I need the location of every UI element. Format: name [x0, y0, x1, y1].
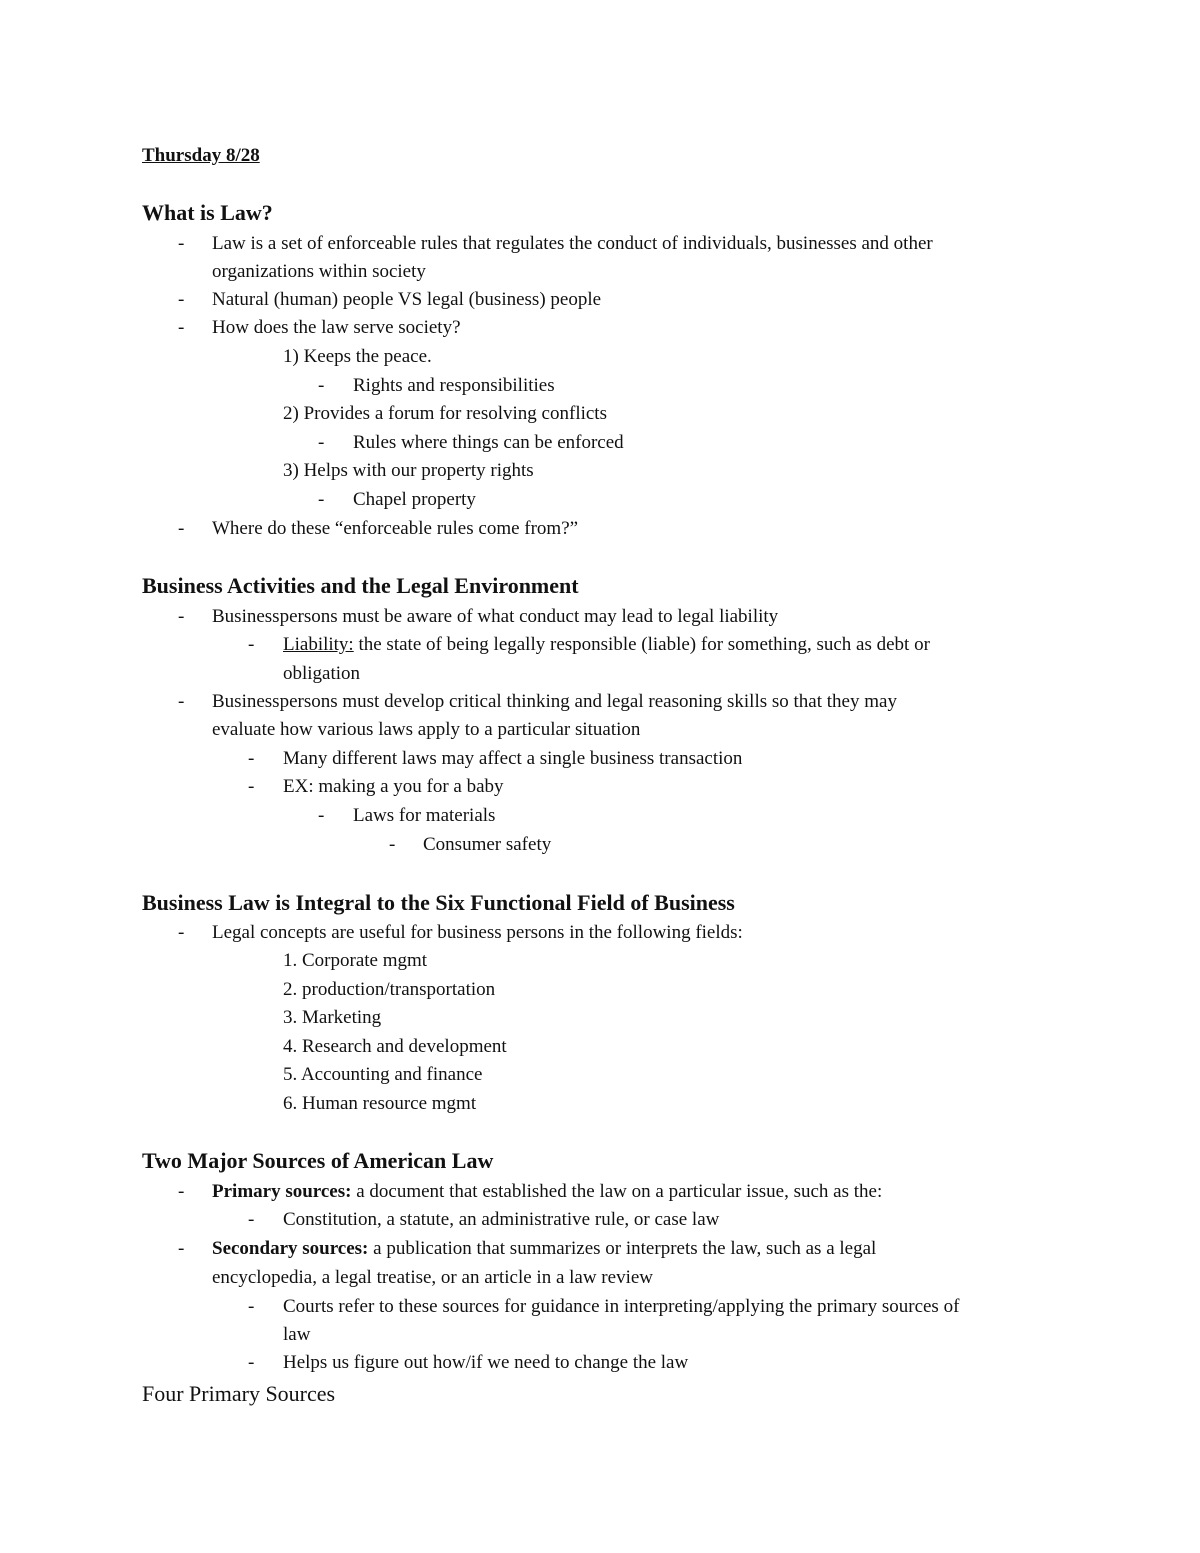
date-heading: Thursday 8/28	[142, 145, 260, 166]
sub-bullet-text: Courts refer to these sources for guidance in interpreting/applying the primary sources of	[283, 1296, 960, 1317]
numbered-item: 2) Provides a forum for resolving conflicts	[283, 403, 607, 424]
bullet-dash: -	[248, 1296, 255, 1317]
bullet-dash: -	[389, 834, 396, 855]
bullet-text: Businesspersons must develop critical thinking and legal reasoning skills so that they may	[212, 691, 897, 712]
liability-def-text: the state of being legally responsible (liable) for something, such as debt or	[353, 634, 930, 655]
section-heading-what-is-law: What is Law?	[142, 200, 273, 225]
sub-bullet-text: Rights and responsibilities	[353, 375, 555, 396]
section-heading-sources: Two Major Sources of American Law	[142, 1148, 494, 1173]
sub-bullet-text: Rules where things can be enforced	[353, 432, 624, 453]
sub-bullet-text: Consumer safety	[423, 834, 552, 855]
primary-sources-def: a document that established the law on a particular issue, such as the:	[351, 1181, 883, 1202]
bullet-dash: -	[318, 432, 325, 453]
sub-bullet-text: EX: making a you for a baby	[283, 776, 504, 797]
bullet-text: Legal concepts are useful for business persons in the following fields:	[212, 922, 743, 943]
bullet-text: Businesspersons must be aware of what conduct may lead to legal liability	[212, 606, 779, 627]
liability-term: Liability:	[283, 634, 354, 655]
secondary-sources-term: Secondary sources:	[212, 1238, 369, 1259]
list-item: 1. Corporate mgmt	[283, 950, 428, 971]
primary-sources-term: Primary sources:	[212, 1181, 352, 1202]
bullet-dash: -	[318, 489, 325, 510]
bullet-dash: -	[178, 233, 185, 254]
list-item: 6. Human resource mgmt	[283, 1093, 477, 1114]
bullet-dash: -	[248, 776, 255, 797]
list-item: 4. Research and development	[283, 1036, 507, 1057]
secondary-sources-definition	[212, 1239, 876, 1258]
list-item: 2. production/transportation	[283, 979, 496, 1000]
bullet-text: Where do these “enforceable rules come from?”	[212, 518, 579, 539]
numbered-item: 1) Keeps the peace.	[283, 346, 432, 367]
primary-sources-definition	[212, 1182, 882, 1201]
section-heading-four-primary-sources: Four Primary Sources	[142, 1381, 336, 1406]
sub-bullet-text: obligation	[283, 663, 361, 684]
bullet-text: Law is a set of enforceable rules that regulates the conduct of individuals, businesses and other	[212, 233, 933, 254]
bullet-text: evaluate how various laws apply to a particular situation	[212, 719, 641, 740]
section-heading-functional-fields: Business Law is Integral to the Six Functional Field of Business	[142, 890, 735, 915]
section-heading-business-activities: Business Activities and the Legal Environment	[142, 573, 579, 598]
bullet-dash: -	[178, 922, 185, 943]
sub-bullet-text: law	[283, 1324, 311, 1345]
bullet-text: encyclopedia, a legal treatise, or an article in a law review	[212, 1267, 653, 1288]
numbered-item: 3) Helps with our property rights	[283, 460, 534, 481]
bullet-dash: -	[178, 1238, 185, 1259]
bullet-dash: -	[248, 1209, 255, 1230]
bullet-dash: -	[318, 375, 325, 396]
bullet-text: organizations within society	[212, 261, 426, 282]
bullet-dash: -	[318, 805, 325, 826]
secondary-sources-def: a publication that summarizes or interprets the law, such as a legal	[368, 1238, 877, 1259]
bullet-dash: -	[248, 748, 255, 769]
sub-bullet-text: Helps us figure out how/if we need to change the law	[283, 1352, 689, 1373]
bullet-dash: -	[178, 289, 185, 310]
list-item: 5. Accounting and finance	[283, 1064, 483, 1085]
bullet-dash: -	[178, 691, 185, 712]
bullet-dash: -	[178, 317, 185, 338]
bullet-dash: -	[248, 1352, 255, 1373]
bullet-text: Natural (human) people VS legal (business) people	[212, 289, 602, 310]
bullet-dash: -	[178, 606, 185, 627]
bullet-dash: -	[178, 518, 185, 539]
sub-bullet-text: Constitution, a statute, an administrative rule, or case law	[283, 1209, 720, 1230]
bullet-text: How does the law serve society?	[212, 317, 461, 338]
sub-bullet-text: Many different laws may affect a single business transaction	[283, 748, 743, 769]
sub-bullet-text: Chapel property	[353, 489, 476, 510]
sub-bullet-text: Laws for materials	[353, 805, 496, 826]
liability-definition	[283, 635, 930, 654]
bullet-dash: -	[178, 1181, 185, 1202]
list-item: 3. Marketing	[283, 1007, 382, 1028]
bullet-dash: -	[248, 634, 255, 655]
